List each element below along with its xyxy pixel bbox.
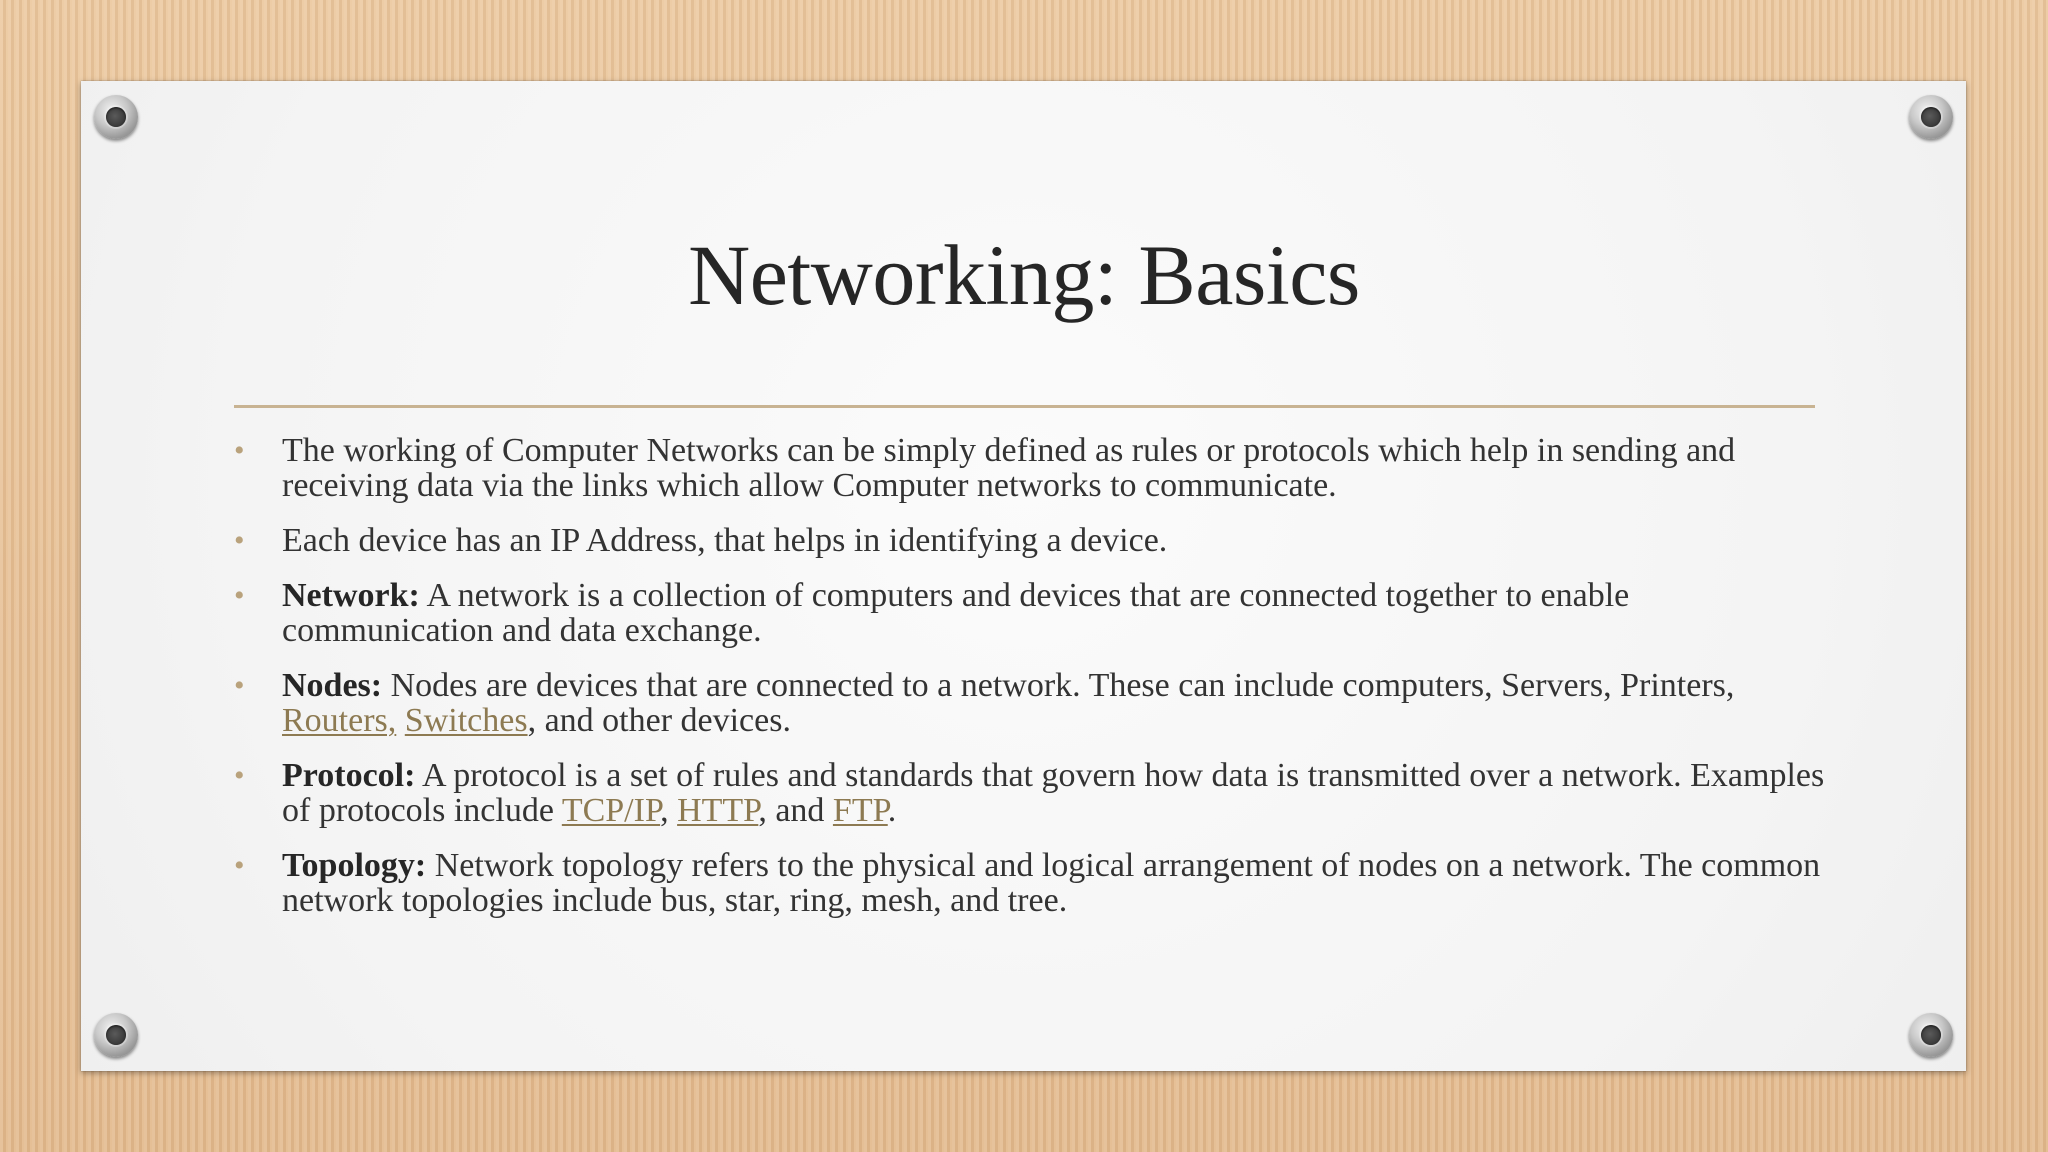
bullet-item	[234, 433, 1834, 503]
bullet-list	[234, 433, 1834, 938]
bullet-item	[234, 848, 1834, 918]
bullet-text-tail: .	[887, 792, 897, 829]
bullet-text: The working of Computer Networks can be simply defined as rules or protocols which help in sending and receiving data via the links which allow Computer networks to communicate.	[282, 432, 1736, 504]
bullet-item	[234, 758, 1834, 828]
bullet-dot-icon: •	[234, 434, 245, 467]
bullet-text: Each device has an IP Address, that helps in identifying a device.	[282, 522, 1168, 559]
bullet-item	[234, 523, 1834, 558]
link-switches[interactable]: Switches	[404, 702, 528, 739]
bullet-dot-icon: •	[234, 579, 245, 612]
grommet-top-left-icon	[94, 95, 138, 139]
bullet-text: Nodes are devices that are connected to a network. These can include computers, Servers, Printers,	[382, 667, 1735, 704]
slide-title: Networking: Basics	[688, 227, 1360, 323]
link-separator: , and	[758, 792, 833, 829]
title-divider	[234, 405, 1815, 408]
grommet-top-right-icon	[1909, 95, 1953, 139]
bullet-text: A network is a collection of computers and devices that are connected together to enable communication and data exchange.	[282, 577, 1630, 649]
grommet-bottom-left-icon	[94, 1013, 138, 1057]
link-ftp[interactable]: FTP	[832, 792, 888, 829]
link-http[interactable]: HTTP	[677, 792, 759, 829]
bullet-term: Nodes:	[282, 667, 383, 704]
bullet-text: A protocol is a set of rules and standards that govern how data is transmitted over a network. Examples of protocols include	[282, 757, 1825, 829]
bullet-text: Network topology refers to the physical and logical arrangement of nodes on a network. The common network topologies include bus, star, ring, mesh, and tree.	[282, 847, 1821, 919]
link-separator: ,	[660, 792, 678, 829]
bullet-dot-icon: •	[234, 524, 245, 557]
bullet-term: Topology:	[282, 847, 427, 884]
bullet-dot-icon: •	[234, 849, 245, 882]
bullet-item	[234, 578, 1834, 648]
bullet-dot-icon: •	[234, 669, 245, 702]
link-tcp-ip[interactable]: TCP/IP	[561, 792, 661, 829]
link-routers[interactable]: Routers,	[282, 702, 397, 739]
bullet-item	[234, 668, 1834, 738]
link-separator	[396, 702, 405, 739]
bullet-term: Network:	[282, 577, 420, 614]
bullet-term: Protocol:	[282, 757, 416, 794]
bullet-dot-icon: •	[234, 759, 245, 792]
grommet-bottom-right-icon	[1909, 1013, 1953, 1057]
bullet-text-tail: , and other devices.	[527, 702, 791, 739]
